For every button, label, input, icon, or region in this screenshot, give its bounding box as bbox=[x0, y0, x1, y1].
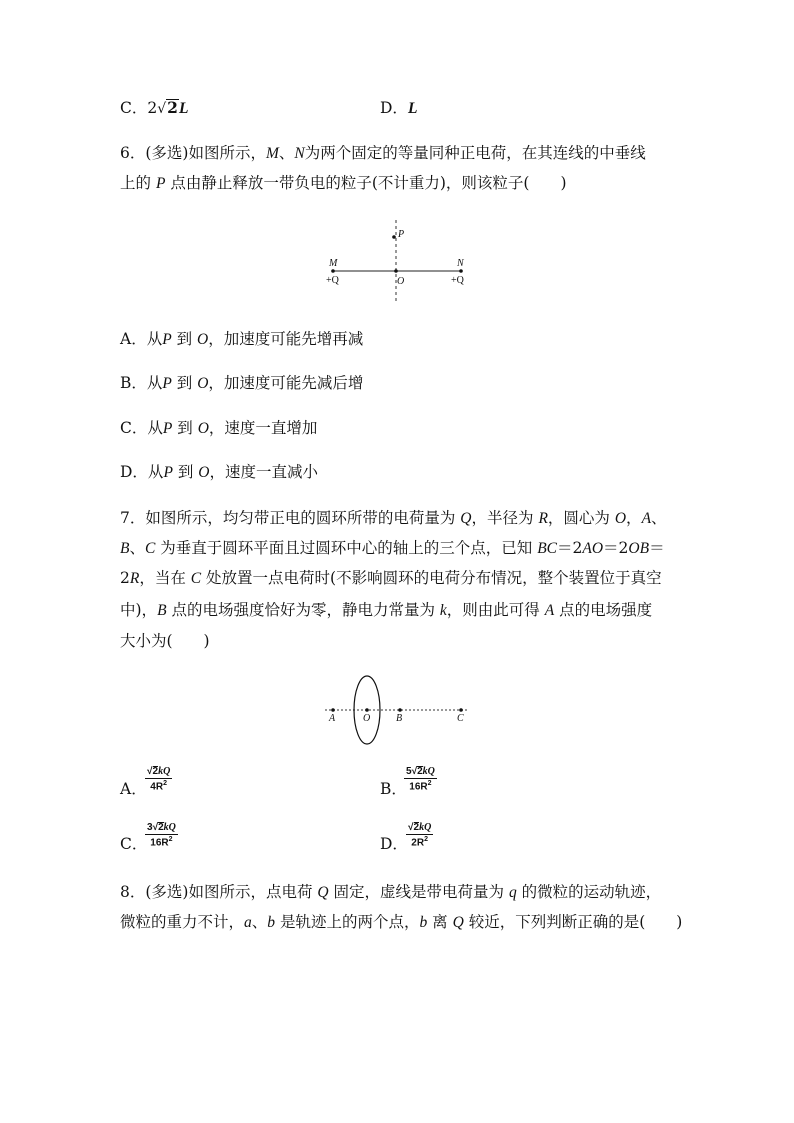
var: q bbox=[508, 884, 517, 901]
var: P bbox=[162, 331, 172, 348]
var: A bbox=[544, 602, 555, 619]
text: 、 bbox=[129, 539, 145, 557]
text: ＝2 bbox=[557, 539, 583, 557]
text: 、 bbox=[651, 509, 667, 527]
label-m: M bbox=[329, 258, 338, 269]
variable: L bbox=[178, 100, 189, 117]
var: k bbox=[439, 602, 447, 619]
text: 7．如图所示，均匀带正电的圆环所带的电荷量为 bbox=[120, 509, 461, 527]
var: B bbox=[120, 540, 130, 557]
q7-option-d-label: D． bbox=[380, 835, 408, 853]
var: b bbox=[267, 914, 276, 931]
text: 6．(多选)如图所示， bbox=[120, 144, 266, 162]
var: O bbox=[197, 375, 209, 392]
var: M bbox=[265, 145, 279, 162]
numerator: 5√2kQ bbox=[406, 766, 435, 777]
q7-option-c-label: C． bbox=[120, 835, 148, 853]
coef: 5 bbox=[406, 766, 412, 777]
kq: kQ bbox=[158, 766, 171, 777]
numerator: √2kQ bbox=[408, 822, 432, 833]
denominator bbox=[409, 779, 431, 792]
text: ，加速度可能先增再减 bbox=[208, 330, 364, 348]
text: ，半径为 bbox=[471, 509, 539, 527]
denominator bbox=[150, 835, 172, 848]
option-label: D． bbox=[380, 99, 408, 117]
coefficient: 2 bbox=[147, 99, 158, 117]
kq: kQ bbox=[163, 822, 176, 833]
q7-option-b-fraction bbox=[404, 766, 437, 792]
text: 8．(多选)如图所示，点电荷 bbox=[120, 883, 318, 901]
text: ，速度一直减小 bbox=[209, 463, 318, 481]
den: 16R bbox=[409, 781, 428, 793]
variable: L bbox=[407, 100, 418, 117]
q7-option-a-label: A． bbox=[120, 780, 147, 798]
label-o: O bbox=[397, 276, 405, 287]
text: C．从 bbox=[120, 419, 163, 437]
radicand: 2 bbox=[158, 822, 164, 833]
text: 点的电场强度 bbox=[554, 601, 653, 619]
q8-stem-line2 bbox=[120, 910, 682, 932]
text: ，则由此可得 bbox=[446, 601, 545, 619]
label-p: P bbox=[398, 229, 405, 240]
text: 到 bbox=[172, 419, 198, 437]
label-a: A bbox=[329, 713, 336, 724]
text: 到 bbox=[171, 330, 198, 348]
numerator: 3√2kQ bbox=[147, 822, 176, 833]
text: A．从 bbox=[120, 330, 163, 348]
point-o bbox=[365, 708, 369, 712]
point-a bbox=[331, 708, 335, 712]
text: ，加速度可能先减后增 bbox=[208, 374, 364, 392]
denominator bbox=[411, 835, 428, 848]
den: 16R bbox=[150, 837, 169, 849]
text: 上的 bbox=[120, 174, 156, 192]
var: O bbox=[614, 510, 627, 527]
label-n: N bbox=[457, 258, 464, 269]
text: 点的电场强度恰好为零，静电力常量为 bbox=[166, 601, 440, 619]
var: Q bbox=[452, 914, 464, 931]
var: R bbox=[129, 570, 140, 587]
var: OB bbox=[628, 540, 650, 557]
text: 离 bbox=[427, 913, 453, 931]
var: B bbox=[157, 602, 167, 619]
radicand: 2 bbox=[413, 822, 420, 833]
text: 、 bbox=[251, 913, 268, 931]
q7-option-d-fraction bbox=[406, 822, 433, 848]
text: 到 bbox=[172, 463, 199, 481]
text: 到 bbox=[171, 374, 198, 392]
var: R bbox=[538, 510, 548, 527]
radical-sign: √ bbox=[157, 101, 167, 117]
var: P bbox=[162, 375, 172, 392]
text: 是轨迹上的两个点， bbox=[275, 913, 420, 931]
numerator: √2kQ bbox=[147, 766, 171, 777]
text: 中)， bbox=[120, 601, 158, 619]
var: C bbox=[190, 570, 202, 587]
den: 2R bbox=[411, 837, 425, 849]
label-o: O bbox=[363, 713, 371, 724]
var: N bbox=[294, 145, 305, 162]
text: D．从 bbox=[120, 463, 164, 481]
var: O bbox=[198, 464, 210, 481]
text: 为两个固定的等量同种正电荷，在其连线的中垂线 bbox=[304, 144, 646, 162]
text: 固定，虚线是带电荷量为 bbox=[328, 883, 509, 901]
var: O bbox=[197, 331, 209, 348]
q7-option-a-fraction bbox=[145, 766, 172, 792]
coef: 3 bbox=[147, 822, 153, 833]
text: ，圆心为 bbox=[547, 509, 615, 527]
text: 为垂直于圆环平面且过圆环中心的轴上的三个点，已知 bbox=[155, 539, 538, 557]
var: b bbox=[419, 914, 428, 931]
charge-m: +Q bbox=[326, 275, 339, 286]
q7-option-c-fraction bbox=[145, 822, 178, 848]
kq: kQ bbox=[419, 822, 432, 833]
charge-n: +Q bbox=[451, 275, 464, 286]
point-c bbox=[459, 708, 463, 712]
kq: kQ bbox=[422, 766, 435, 777]
var: P bbox=[163, 464, 173, 481]
text: ， bbox=[626, 509, 642, 527]
point-b bbox=[398, 708, 402, 712]
exponent: 2 bbox=[168, 836, 173, 843]
radicand: 2 bbox=[167, 98, 178, 117]
denominator bbox=[150, 779, 167, 792]
label-c: C bbox=[457, 713, 464, 724]
text: 的微粒的运动轨迹， bbox=[516, 883, 662, 901]
exponent: 2 bbox=[163, 780, 167, 787]
text: ，当在 bbox=[139, 569, 191, 587]
text: 大小为( ) bbox=[120, 632, 210, 650]
var: P bbox=[155, 175, 166, 192]
var: AO bbox=[582, 540, 604, 557]
label-b: B bbox=[396, 713, 403, 724]
var: C bbox=[144, 540, 156, 557]
radicand: 2 bbox=[152, 766, 159, 777]
option-label: C． bbox=[120, 99, 148, 117]
text: B．从 bbox=[120, 374, 163, 392]
den: 4R bbox=[150, 781, 164, 793]
var: A bbox=[641, 510, 652, 527]
text: 处放置一点电荷时(不影响圆环的电荷分布情况，整个装置位于真空 bbox=[201, 569, 662, 587]
var: a bbox=[244, 914, 252, 931]
text: 、 bbox=[278, 144, 295, 162]
text: 微粒的重力不计， bbox=[120, 913, 245, 931]
exponent: 2 bbox=[427, 780, 432, 787]
text: 点由静止释放一带负电的粒子(不计重力)，则该粒子( ) bbox=[165, 174, 567, 192]
q7-option-b-label: B． bbox=[380, 780, 407, 798]
text: 2 bbox=[120, 569, 130, 587]
exponent: 2 bbox=[424, 836, 428, 843]
var: BC bbox=[537, 540, 557, 557]
var: Q bbox=[460, 510, 472, 527]
var: O bbox=[197, 420, 209, 437]
q8-stem-line1 bbox=[120, 880, 661, 902]
text: ＝2 bbox=[603, 539, 629, 557]
text: ，速度一直增加 bbox=[208, 419, 318, 437]
var: Q bbox=[317, 884, 329, 901]
radicand: 2 bbox=[417, 766, 423, 777]
text: ＝ bbox=[649, 539, 665, 557]
var: P bbox=[162, 420, 173, 437]
text: 较近，下列判断正确的是( ) bbox=[463, 913, 683, 931]
